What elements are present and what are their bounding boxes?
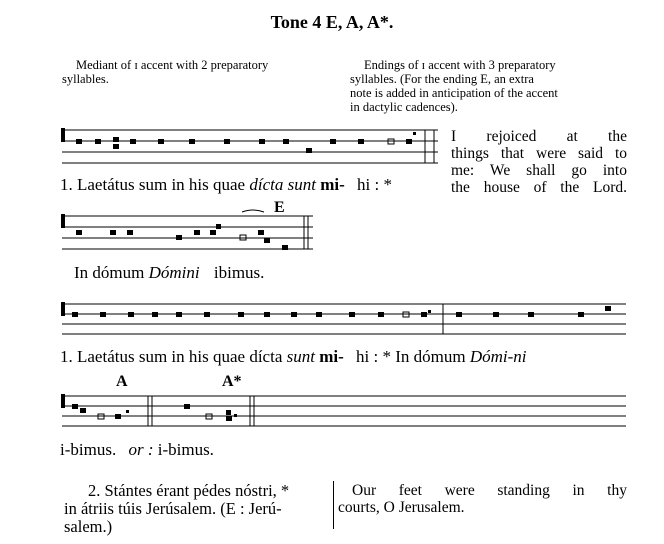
- staff-1: [58, 122, 443, 172]
- ending-label-a-star: A*: [222, 373, 242, 390]
- word: Dómini: [148, 263, 200, 282]
- verse1b-text: [60, 347, 527, 367]
- verse2-line: 2. Stántes érant pédes nóstri, *: [88, 481, 290, 500]
- column-divider: [333, 481, 334, 529]
- verse2-translation: [338, 482, 627, 516]
- translation-line: things that were said to: [451, 145, 627, 162]
- verse2-text: [64, 482, 326, 536]
- text-segment: sunt: [286, 347, 315, 366]
- verse1-text: [60, 175, 392, 195]
- translation-line: Our feet were standing in thy: [352, 482, 627, 499]
- ending-label-e: E: [274, 199, 285, 216]
- word: Laetátus: [77, 175, 135, 194]
- translation-line: the house of the Lord.: [451, 179, 627, 196]
- verse2-line: salem.): [64, 517, 113, 536]
- text-segment: Dómi-ni: [469, 347, 527, 366]
- word: mi-: [320, 175, 345, 194]
- ending-a-text: [60, 440, 214, 460]
- word: quae: [213, 175, 246, 194]
- staff-2-notes: [76, 224, 288, 250]
- staff-4-notes: [72, 404, 237, 421]
- text-segment: i-bimus.: [60, 440, 117, 459]
- word: ibimus.: [213, 263, 265, 282]
- clef-icon: [61, 394, 65, 408]
- endings-note-line: in dactylic cadences).: [350, 100, 458, 114]
- word: in: [171, 175, 185, 194]
- translation-line: me: We shall go into: [451, 162, 627, 179]
- endings-note-line: syllables. (For the ending E, an extra: [350, 72, 534, 86]
- translation-line: I rejoiced at the: [451, 128, 627, 145]
- ending-e-text: [74, 263, 264, 283]
- word: sum: [138, 175, 168, 194]
- verse2-line: in átriis túis Jerúsalem. (E : Jerú-: [64, 499, 282, 518]
- verse1-translation: [451, 128, 627, 196]
- verse-number: 1.: [60, 175, 73, 194]
- staff-3: [58, 300, 630, 340]
- text-segment: mi-: [319, 347, 344, 366]
- word: his: [188, 175, 209, 194]
- endings-note-line: Endings of ɪ accent with 3 preparatory: [364, 58, 556, 72]
- ending-label-a: A: [116, 373, 128, 390]
- page-title: Tone 4 E, A, A*.: [270, 12, 394, 32]
- text-segment: or :: [128, 440, 154, 459]
- slur-icon: [242, 210, 264, 212]
- staff-3-notes: [72, 306, 611, 317]
- word: hi: [357, 175, 371, 194]
- word: sunt: [287, 175, 316, 194]
- text-segment: i-bimus.: [157, 440, 214, 459]
- clef-icon: [61, 128, 65, 142]
- staff-1-notes: [76, 132, 416, 153]
- word: :: [374, 175, 380, 194]
- mediant-note-line: Mediant of ɪ accent with 2 preparatory: [76, 58, 269, 72]
- staff-2: [58, 208, 318, 256]
- endings-note-line: note is added in anticipation of the accent: [350, 86, 558, 100]
- word: dómum: [92, 263, 145, 282]
- mediant-note-line: syllables.: [62, 72, 109, 86]
- endings-note: [350, 58, 628, 114]
- text-segment: hi: [356, 347, 370, 366]
- clef-icon: [61, 214, 65, 228]
- mediant-note: [62, 58, 352, 86]
- text-segment: dícta: [249, 347, 283, 366]
- clef-icon: [61, 302, 65, 316]
- translation-line: courts, O Jerusalem.: [338, 499, 465, 516]
- text-segment: : * In dómum: [373, 347, 466, 366]
- word: *: [383, 175, 392, 194]
- text-segment: 1. Laetátus sum in his quae: [60, 347, 246, 366]
- staff-4: [58, 392, 630, 432]
- word: dícta: [249, 175, 284, 194]
- word: In: [74, 263, 89, 282]
